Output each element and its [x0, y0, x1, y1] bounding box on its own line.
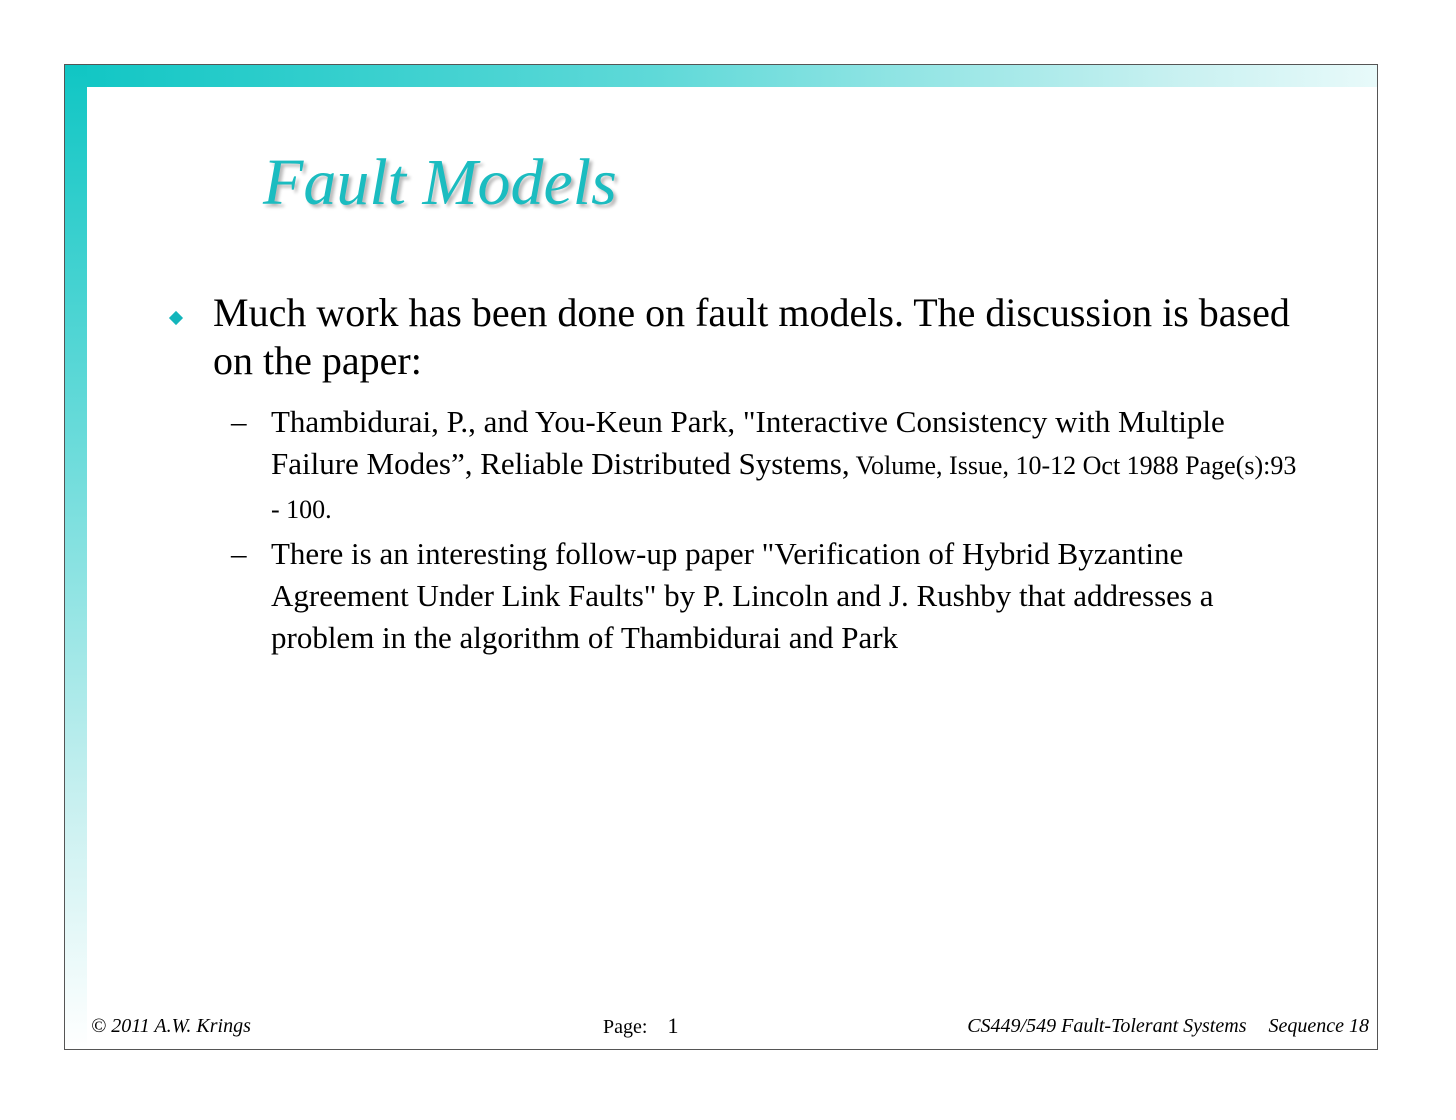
sub-item-follow-up	[271, 533, 1311, 659]
footer-course	[967, 1013, 1369, 1039]
sequence-label: Sequence 18	[1268, 1015, 1369, 1037]
main-bullet-text: Much work has been done on fault models. The discussion is based on the paper:	[213, 290, 1290, 383]
sub-item-reference	[271, 401, 1311, 531]
course-name: CS449/549 Fault-Tolerant Systems	[967, 1015, 1247, 1037]
diamond-bullet-icon	[169, 311, 183, 325]
left-accent-band	[65, 65, 87, 1049]
dash-bullet-1: –	[231, 404, 247, 439]
page-label: Page:	[603, 1016, 648, 1038]
dash-bullet-2: –	[231, 536, 247, 571]
reference-text: Thambidurai, P., and You-Keun Park, "Interactive Consistency with Multiple Failure Modes”, Reliable Distributed Systems,	[271, 404, 1225, 481]
top-accent-band	[65, 65, 1377, 87]
footer-page	[603, 1013, 678, 1040]
slide	[64, 64, 1378, 1050]
reference-details: Volume, Issue, 10-12 Oct 1988 Page(s):93 - 100.	[271, 451, 1297, 524]
slide-title: Fault Models	[263, 146, 617, 219]
page-number: 1	[667, 1013, 679, 1038]
follow-up-text: There is an interesting follow-up paper "Verification of Hybrid Byzantine Agreement Under Link Faults" by P. Lincoln and J. Rushby that addresses a problem in the algorithm of Thambidurai and Park	[271, 536, 1214, 655]
footer-copyright: © 2011 A.W. Krings	[91, 1015, 251, 1037]
